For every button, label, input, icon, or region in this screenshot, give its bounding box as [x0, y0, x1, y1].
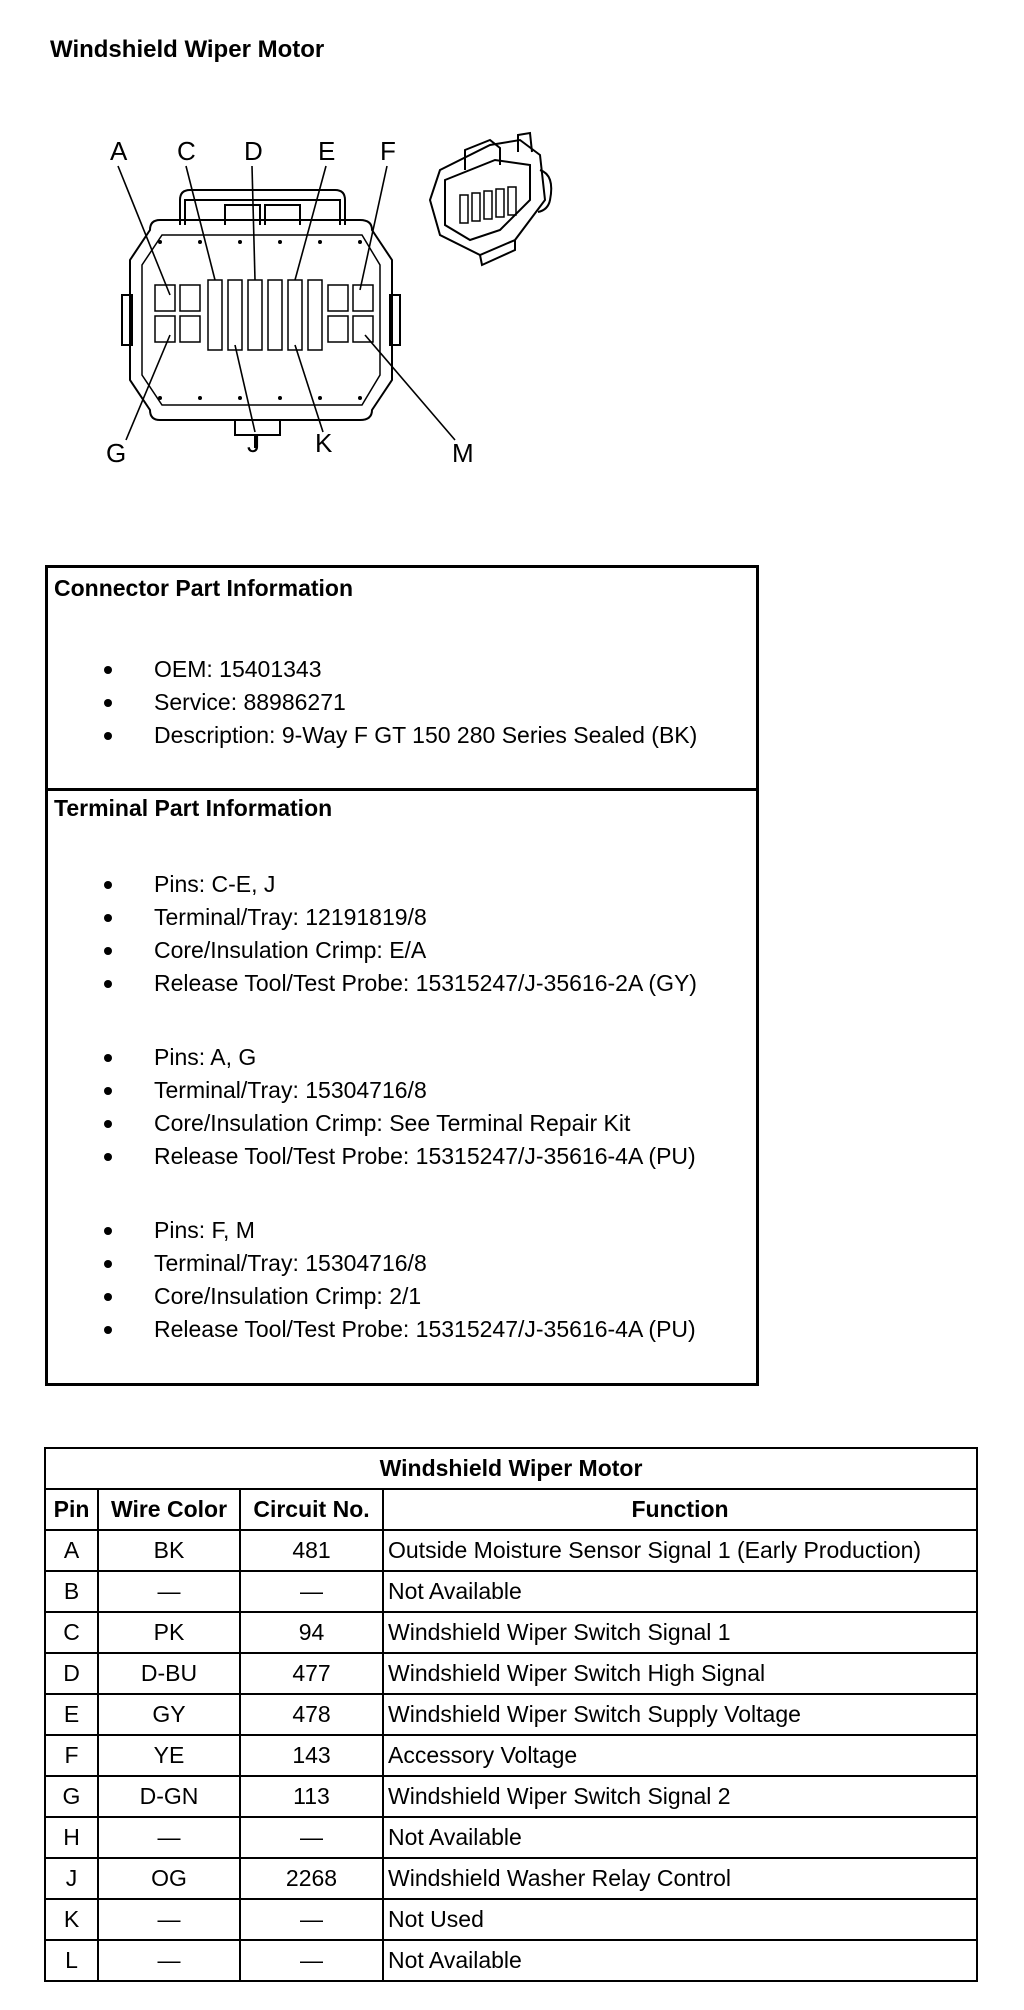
connector-diagram: [90, 130, 610, 490]
function-cell: Outside Moisture Sensor Signal 1 (Early Production): [383, 1530, 977, 1571]
terminal-group-3: [48, 1214, 696, 1346]
pin-label-c: C: [177, 136, 196, 166]
wire-color-cell: OG: [98, 1858, 240, 1899]
table-row: [45, 1694, 977, 1735]
table-row: [45, 1571, 977, 1612]
pin-label-a: A: [110, 136, 128, 166]
function-cell: Not Used: [383, 1899, 977, 1940]
terminal-item: Release Tool/Test Probe: 15315247/J-35616-2A (GY): [154, 967, 697, 1000]
terminal-item: Pins: C-E, J: [154, 868, 697, 901]
terminal-item: Core/Insulation Crimp: 2/1: [154, 1280, 696, 1313]
pin-cell: A: [45, 1530, 98, 1571]
table-row: [45, 1899, 977, 1940]
circuit-cell: 2268: [240, 1858, 383, 1899]
table-row: [45, 1612, 977, 1653]
wire-color-cell: D-BU: [98, 1653, 240, 1694]
pin-cell: K: [45, 1899, 98, 1940]
function-cell: Windshield Wiper Switch High Signal: [383, 1653, 977, 1694]
wire-color-cell: —: [98, 1817, 240, 1858]
circuit-cell: 481: [240, 1530, 383, 1571]
connector-drawing: [90, 130, 610, 490]
connector-part-info-heading: Connector Part Information: [54, 575, 354, 601]
wire-color-cell: YE: [98, 1735, 240, 1776]
terminal-group-1: [48, 868, 697, 1000]
connector-isometric: [430, 133, 551, 265]
circuit-cell: —: [240, 1899, 383, 1940]
connector-item-description: Description: 9-Way F GT 150 280 Series Sealed (BK): [154, 719, 697, 752]
function-cell: Not Available: [383, 1571, 977, 1612]
pin-cell: H: [45, 1817, 98, 1858]
pin-label-f: F: [380, 136, 396, 166]
table-row: [45, 1858, 977, 1899]
pin-cell: B: [45, 1571, 98, 1612]
circuit-cell: 143: [240, 1735, 383, 1776]
pin-table: [44, 1447, 978, 1982]
pin-label-e: E: [318, 136, 336, 166]
function-cell: Windshield Wiper Switch Signal 2: [383, 1776, 977, 1817]
wire-color-cell: PK: [98, 1612, 240, 1653]
table-row: [45, 1940, 977, 1981]
function-cell: Not Available: [383, 1940, 977, 1981]
terminal-item: Pins: F, M: [154, 1214, 696, 1247]
table-row: [45, 1817, 977, 1858]
table-row: [45, 1653, 977, 1694]
part-information-box: [45, 565, 759, 1386]
circuit-cell: 478: [240, 1694, 383, 1735]
terminal-part-info-heading: Terminal Part Information: [54, 795, 333, 821]
pin-cell: J: [45, 1858, 98, 1899]
circuit-cell: —: [240, 1940, 383, 1981]
circuit-cell: 94: [240, 1612, 383, 1653]
terminal-item: Core/Insulation Crimp: See Terminal Repair Kit: [154, 1107, 696, 1140]
pin-cell: L: [45, 1940, 98, 1981]
pin-label-j: J: [247, 428, 260, 458]
pin-label-d: D: [244, 136, 263, 166]
terminal-item: Release Tool/Test Probe: 15315247/J-35616-4A (PU): [154, 1313, 696, 1346]
function-cell: Not Available: [383, 1817, 977, 1858]
leader-lines: [118, 166, 455, 440]
column-header-pin: Pin: [45, 1489, 98, 1530]
wire-color-cell: —: [98, 1899, 240, 1940]
connector-part-list: [48, 653, 697, 752]
wire-color-cell: D-GN: [98, 1776, 240, 1817]
connector-item-oem: OEM: 15401343: [154, 653, 697, 686]
table-row: [45, 1735, 977, 1776]
column-header-function: Function: [383, 1489, 977, 1530]
pin-cell: F: [45, 1735, 98, 1776]
pin-cell: C: [45, 1612, 98, 1653]
terminal-item: Terminal/Tray: 12191819/8: [154, 901, 697, 934]
wire-color-cell: BK: [98, 1530, 240, 1571]
terminal-item: Pins: A, G: [154, 1041, 696, 1074]
terminal-item: Terminal/Tray: 15304716/8: [154, 1247, 696, 1280]
connector-face: [122, 190, 400, 448]
terminal-item: Release Tool/Test Probe: 15315247/J-35616-4A (PU): [154, 1140, 696, 1173]
function-cell: Windshield Wiper Switch Signal 1: [383, 1612, 977, 1653]
pin-table-title: Windshield Wiper Motor: [45, 1448, 977, 1489]
pin-cell: E: [45, 1694, 98, 1735]
pin-label-g: G: [106, 438, 127, 468]
function-cell: Windshield Wiper Switch Supply Voltage: [383, 1694, 977, 1735]
page-title: Windshield Wiper Motor: [50, 36, 325, 63]
column-header-circuit-no: Circuit No.: [240, 1489, 383, 1530]
circuit-cell: 113: [240, 1776, 383, 1817]
wire-color-cell: GY: [98, 1694, 240, 1735]
wire-color-cell: —: [98, 1571, 240, 1612]
wire-color-cell: —: [98, 1940, 240, 1981]
circuit-cell: —: [240, 1571, 383, 1612]
table-row: [45, 1776, 977, 1817]
function-cell: Accessory Voltage: [383, 1735, 977, 1776]
pin-cell: G: [45, 1776, 98, 1817]
pin-cell: D: [45, 1653, 98, 1694]
terminal-item: Terminal/Tray: 15304716/8: [154, 1074, 696, 1107]
connector-item-service: Service: 88986271: [154, 686, 697, 719]
column-header-wire-color: Wire Color: [98, 1489, 240, 1530]
pin-label-k: K: [315, 428, 333, 458]
circuit-cell: —: [240, 1817, 383, 1858]
pin-label-m: M: [452, 438, 474, 468]
terminal-part-info: [48, 788, 756, 1383]
terminal-item: Core/Insulation Crimp: E/A: [154, 934, 697, 967]
table-row: [45, 1530, 977, 1571]
function-cell: Windshield Washer Relay Control: [383, 1858, 977, 1899]
circuit-cell: 477: [240, 1653, 383, 1694]
connector-part-info: [48, 568, 756, 791]
terminal-group-2: [48, 1041, 696, 1173]
